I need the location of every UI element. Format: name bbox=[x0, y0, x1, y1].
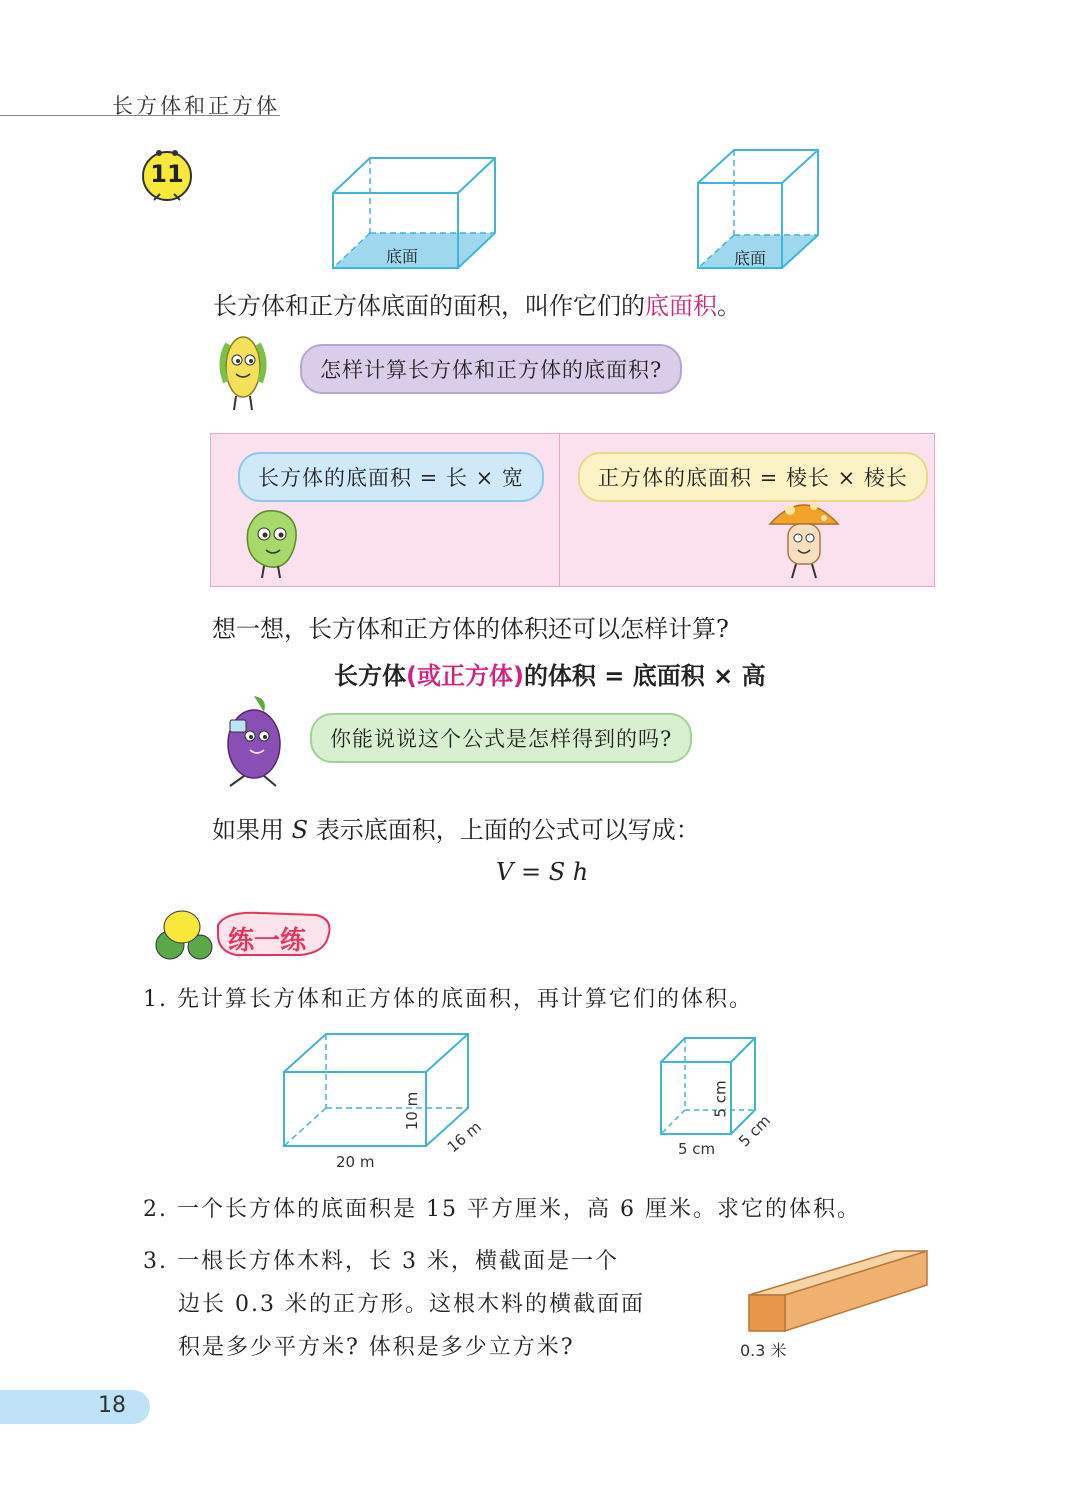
ex1-cuboid-height: 10 m bbox=[403, 1091, 422, 1131]
symbol-note-suffix: 表示底面积，上面的公式可以写成： bbox=[308, 816, 700, 844]
volume-formula-rest: 的体积 = 底面积 × 高 bbox=[523, 662, 766, 690]
page-number-tab bbox=[0, 1390, 150, 1424]
volume-formula-subject: 长方体 bbox=[334, 662, 406, 690]
bean-mascot-icon bbox=[236, 500, 316, 582]
cuboid-base-area-formula: 长方体的底面积 = 长 × 宽 bbox=[238, 452, 544, 502]
timber-side-label: 0.3 米 bbox=[740, 1341, 787, 1360]
definition-prefix: 长方体和正方体底面的面积，叫作它们的 bbox=[213, 292, 645, 320]
exercise-3-line-3: 积是多少平方米? 体积是多少立方米? bbox=[178, 1335, 575, 1360]
example-number: 11 bbox=[150, 160, 184, 188]
exercise-2-text: 2. 一个长方体的底面积是 15 平方厘米，高 6 厘米。求它的体积。 bbox=[143, 1197, 861, 1222]
volume-formula bbox=[334, 656, 766, 691]
cube-base-area-formula: 正方体的底面积 = 棱长 × 棱长 bbox=[578, 452, 928, 502]
exercise-1-cuboid-figure bbox=[278, 1028, 478, 1152]
symbol-note bbox=[212, 810, 700, 845]
cuboid-base-label: 底面 bbox=[386, 247, 419, 266]
practice-label: 练一练 bbox=[228, 926, 307, 956]
short-formula: V = S h bbox=[496, 858, 589, 886]
exercise-3-line-1: 3. 一根长方体木料，长 3 米，横截面是一个 bbox=[143, 1249, 619, 1274]
timber-figure bbox=[745, 1245, 935, 1335]
page-number: 18 bbox=[98, 1393, 126, 1418]
eggplant-mascot-icon bbox=[210, 690, 300, 790]
think-question: 想一想，长方体和正方体的体积还可以怎样计算? bbox=[212, 615, 729, 643]
symbol-note-symbol: S bbox=[291, 816, 309, 844]
ex1-cube-width: 5 cm bbox=[735, 1111, 775, 1151]
ex1-cube-length: 5 cm bbox=[678, 1140, 716, 1158]
ex1-cube-height: 5 cm bbox=[711, 1080, 730, 1118]
definition-term: 底面积 bbox=[645, 292, 717, 320]
cube-base-label: 底面 bbox=[734, 249, 767, 268]
chapter-title: 长方体和正方体 bbox=[112, 94, 280, 118]
ex1-cuboid-width: 16 m bbox=[443, 1117, 485, 1157]
eggplant-bubble: 你能说说这个公式是怎样得到的吗? bbox=[310, 713, 692, 763]
symbol-note-prefix: 如果用 bbox=[212, 816, 292, 844]
formula-panel-divider bbox=[559, 433, 560, 586]
volume-formula-aside: (或正方体) bbox=[406, 662, 524, 690]
definition-suffix: 。 bbox=[717, 292, 741, 320]
mushroom-mascot-icon bbox=[764, 490, 844, 582]
header-rule bbox=[0, 115, 280, 116]
corn-mascot-icon bbox=[210, 322, 280, 414]
exercise-3-line-2: 边长 0.3 米的正方形。这根木料的横截面面 bbox=[178, 1292, 645, 1317]
question-bubble: 怎样计算长方体和正方体的底面积? bbox=[300, 344, 682, 394]
exercise-1-text: 1. 先计算长方体和正方体的底面积，再计算它们的体积。 bbox=[143, 987, 753, 1012]
definition-text bbox=[213, 286, 741, 321]
ex1-cuboid-length: 20 m bbox=[336, 1153, 375, 1171]
